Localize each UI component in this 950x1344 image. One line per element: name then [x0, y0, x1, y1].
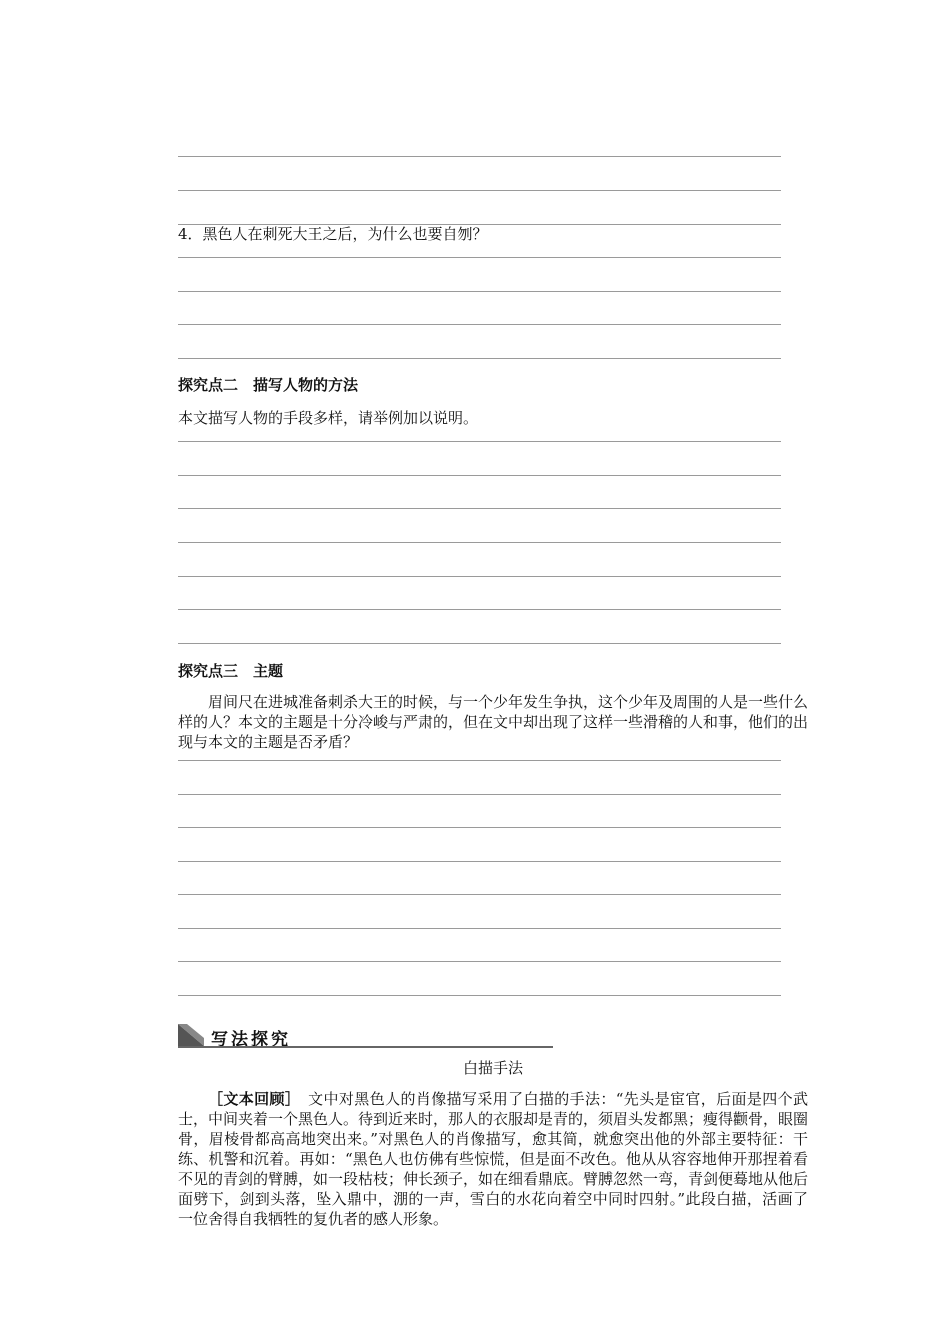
answer-line: [178, 861, 781, 862]
text-review-paragraph: [178, 1089, 808, 1229]
section-3-prompt: 眉间尺在进城准备刺杀大王的时候，与一个少年发生争执，这个少年及周围的人是一些什么样的人？本文的主题是十分冷峻与严肃的，但在文中却出现了这样一些滑稽的人和事，他们的出现与本文的主题是否矛盾？: [178, 693, 809, 751]
answer-line: [178, 324, 781, 325]
answer-line: [178, 542, 781, 543]
answer-line: [178, 358, 781, 359]
answer-line: [178, 190, 781, 191]
answer-line: [178, 156, 781, 157]
answer-line: [178, 794, 781, 795]
text-review-label: ［文本回顾］: [208, 1090, 293, 1108]
banner-title: 写法探究: [211, 1030, 291, 1050]
section-2-heading: 探究点二 描写人物的方法: [178, 376, 359, 394]
answer-line: [178, 609, 781, 610]
writing-technique-banner: [178, 1024, 553, 1048]
answer-line: [178, 576, 781, 577]
answer-line: [178, 827, 781, 828]
answer-line: [178, 961, 781, 962]
answer-line: [178, 508, 781, 509]
banner-rule: [178, 1046, 553, 1048]
section-2-prompt: 本文描写人物的手段多样，请举例加以说明。: [178, 409, 479, 427]
answer-line: [178, 928, 781, 929]
writing-subtitle: 白描手法: [462, 1059, 523, 1077]
answer-line: [178, 291, 781, 292]
text-review-body: 文中对黑色人的肖像描写采用了白描的手法：“先头是宦官，后面是四个武士，中间夹着一个黑色人。待到近来时，那人的衣服却是青的，须眉头发都黑；瘦得颧骨，眼圈骨，眉棱骨都高高地突出来。”对黑色人的肖像描写，愈其简，就愈突出他的外部主要特征：干练、机警和沉着。再如：“黑色人也仿佛有些惊慌，但是面不改色。他从从容容地伸开那捏着看不见的青剑的臂膊，如一段枯枝；伸长颈子，如在细看鼎底。臂膊忽然一弯，青剑便蓦地从他后面劈下，剑到头落，坠入鼎中，淜的一声，雪白的水花向着空中同时四射。”此段白描，活画了一位舍得自我牺牲的复仇者的感人形象。: [178, 1090, 809, 1228]
answer-line: [178, 643, 781, 644]
question-4: 4．黑色人在刺死大王之后，为什么也要自刎？: [178, 225, 488, 243]
answer-line: [178, 995, 781, 996]
answer-line: [178, 475, 781, 476]
section-3-heading: 探究点三 主题: [178, 662, 284, 680]
answer-line: [178, 894, 781, 895]
answer-line: [178, 760, 781, 761]
answer-line: [178, 257, 781, 258]
answer-line: [178, 441, 781, 442]
corner-triangle-icon: [178, 1024, 204, 1046]
